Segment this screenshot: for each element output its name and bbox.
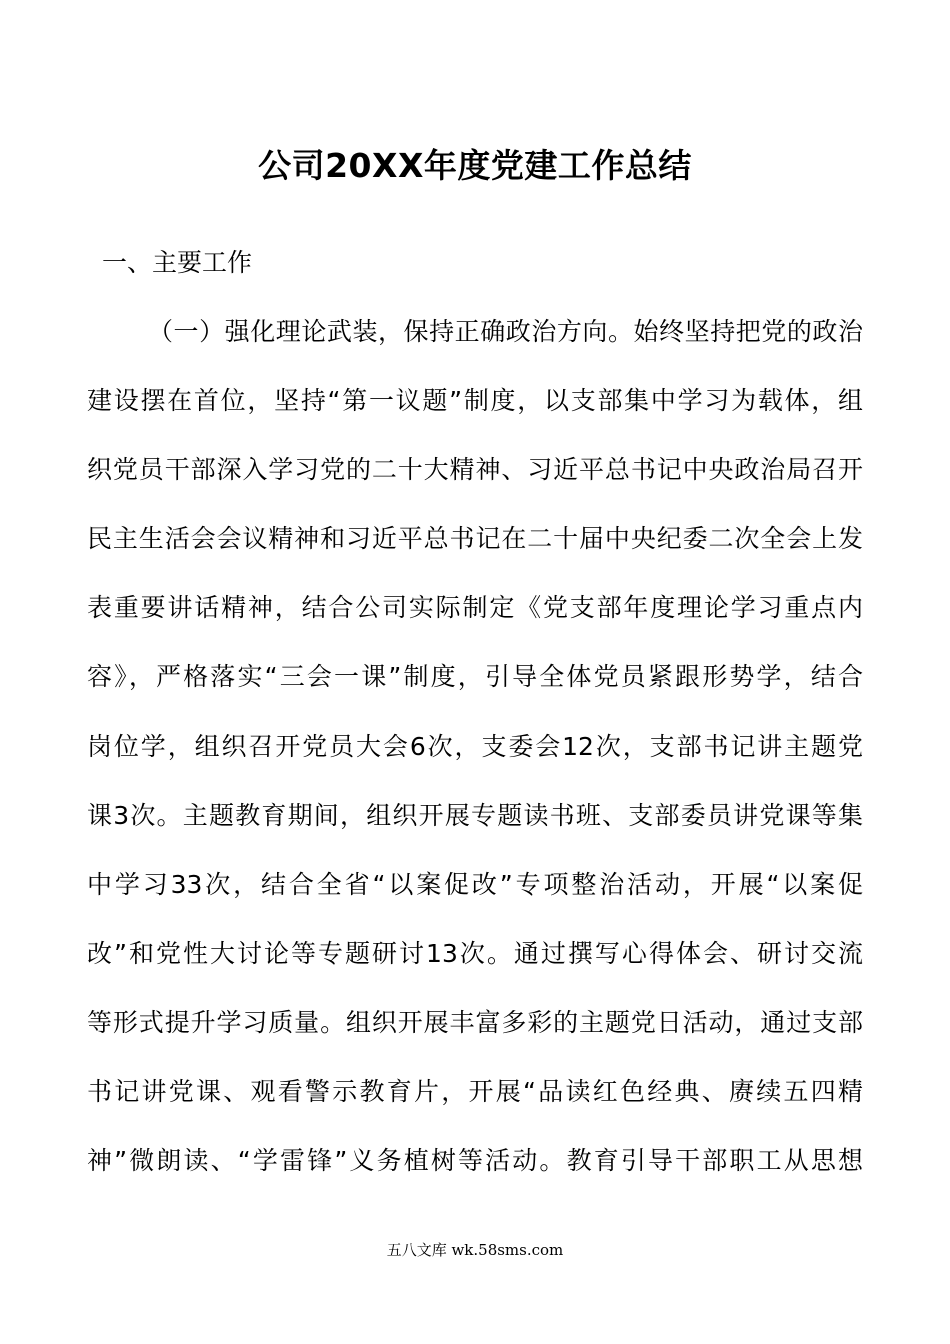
- section-heading: 一、主要工作: [102, 248, 253, 277]
- paragraph-line: 岗位学，组织召开党员大会6次，支委会12次，支部书记讲主题党: [87, 732, 863, 761]
- paragraph-line: 民主生活会会议精神和习近平总书记在二十届中央纪委二次全会上发: [87, 524, 863, 553]
- paragraph-line: （一）强化理论武装，保持正确政治方向。始终坚持把党的政治: [148, 317, 863, 346]
- paragraph-line: 书记讲党课、观看警示教育片，开展“品读红色经典、赓续五四精: [87, 1077, 863, 1106]
- paragraph-line: 中学习33次，结合全省“以案促改”专项整治活动，开展“以案促: [87, 870, 863, 899]
- page-footer: 五八文库 wk.58sms.com: [386, 1241, 564, 1259]
- paragraph-line: 容》，严格落实“三会一课”制度，引导全体党员紧跟形势学，结合: [87, 662, 863, 691]
- paragraph-line: 表重要讲话精神，结合公司实际制定《党支部年度理论学习重点内: [87, 593, 863, 622]
- paragraph-line: 神”微朗读、“学雷锋”义务植树等活动。教育引导干部职工从思想: [87, 1146, 863, 1175]
- document-title: 公司20XX年度党建工作总结: [258, 146, 692, 185]
- paragraph-line: 等形式提升学习质量。组织开展丰富多彩的主题党日活动，通过支部: [87, 1008, 863, 1037]
- paragraph-line: 改”和党性大讨论等专题研讨13次。通过撰写心得体会、研讨交流: [87, 939, 863, 968]
- paragraph-line: 建设摆在首位，坚持“第一议题”制度，以支部集中学习为载体，组: [87, 386, 863, 415]
- paragraph-line: 织党员干部深入学习党的二十大精神、习近平总书记中央政治局召开: [87, 455, 863, 484]
- paragraph-line: 课3次。主题教育期间，组织开展专题读书班、支部委员讲党课等集: [87, 801, 863, 830]
